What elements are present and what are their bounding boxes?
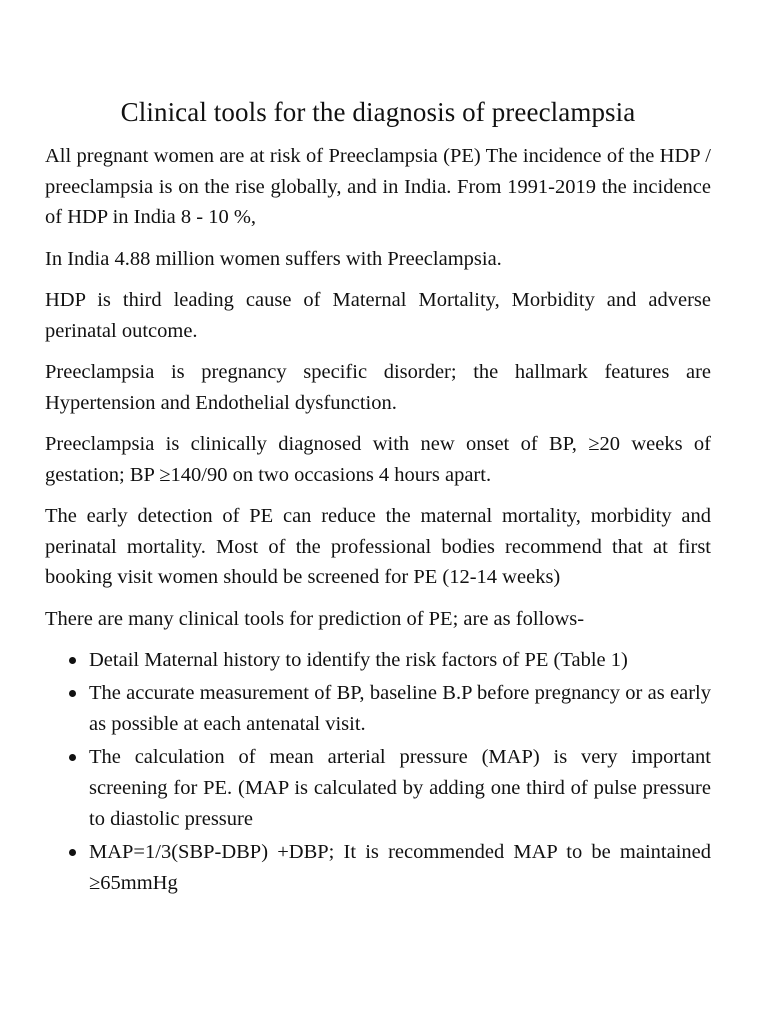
list-item (45, 678, 711, 740)
list-item (45, 837, 711, 899)
paragraph-hdp-mortality: HDP is third leading cause of Maternal Mortality, Morbidity and adverse perinatal outcome. (45, 289, 711, 342)
list-item-text: MAP=1/3(SBP-DBP) +DBP; It is recommended MAP to be maintained ≥65mmHg (89, 841, 711, 894)
document-page (45, 93, 711, 901)
bullet-icon (69, 754, 76, 761)
paragraph-diagnosis: Preeclampsia is clinically diagnosed with new onset of BP, ≥20 weeks of gestation; BP ≥140/90 on two occasions 4 hours apart. (45, 433, 711, 486)
bullet-icon (69, 657, 76, 664)
bullet-icon (69, 690, 76, 697)
bullet-icon (69, 849, 76, 856)
paragraph-definition: Preeclampsia is pregnancy specific disorder; the hallmark features are Hypertension and Endothelial dysfunction. (45, 361, 711, 414)
paragraph-india-cases: In India 4.88 million women suffers with Preeclampsia. (45, 247, 502, 270)
paragraph-early-detection: The early detection of PE can reduce the maternal mortality, morbidity and perinatal mortality. Most of the professional bodies recommend that at first booking visit women should be screened for PE (12-14 weeks) (45, 505, 711, 588)
list-item (45, 742, 711, 835)
paragraph-tools-intro: There are many clinical tools for prediction of PE; are as follows- (45, 607, 585, 630)
list-item (45, 645, 711, 676)
page-title: Clinical tools for the diagnosis of preeclampsia (120, 97, 636, 127)
paragraph-incidence: All pregnant women are at risk of Preeclampsia (PE) The incidence of the HDP / preeclampsia is on the rise globally, and in India. From 1991-2019 the incidence of HDP in India 8 - 10 %, (45, 145, 711, 228)
list-item-text: Detail Maternal history to identify the risk factors of PE (Table 1) (89, 649, 628, 671)
tools-bullet-list (45, 645, 711, 899)
list-item-text: The accurate measurement of BP, baseline B.P before pregnancy or as early as possible at each antenatal visit. (89, 682, 711, 735)
list-item-text: The calculation of mean arterial pressure (MAP) is very important screening for PE. (MAP is calculated by adding one third of pulse pressure to diastolic pressure (89, 746, 711, 830)
